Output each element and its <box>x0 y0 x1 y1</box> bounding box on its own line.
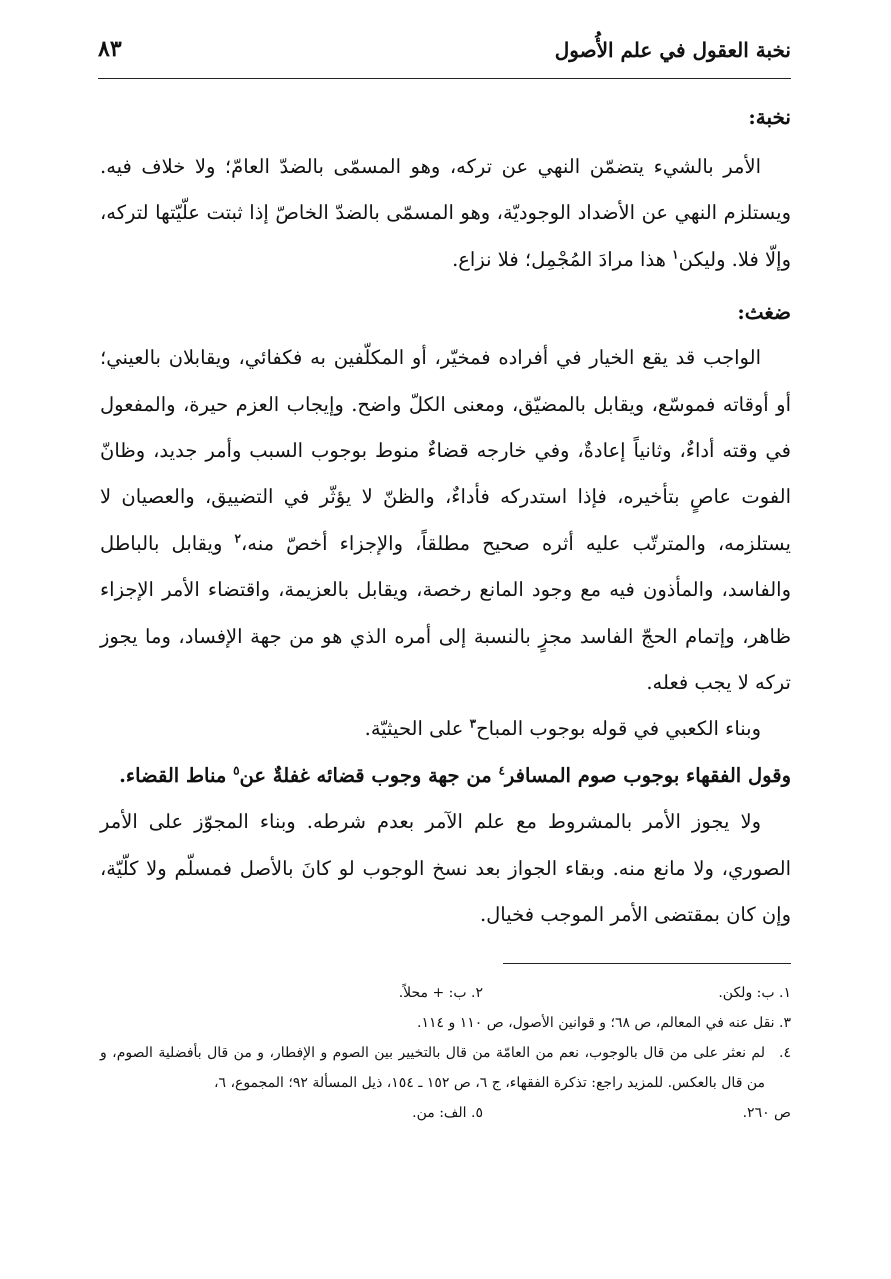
section-heading-daghth: ضغث: <box>737 300 791 325</box>
footnote-5: ٥. الف: من. <box>412 1105 483 1121</box>
footnotes <box>100 978 791 1128</box>
paragraph-text: من جهة وجوب قضائه غفلةٌ عن <box>239 763 492 787</box>
footnote-number: ٤. <box>779 1045 791 1061</box>
paragraph-text: مناط القضاء. <box>119 763 227 787</box>
footnote-row <box>100 1098 791 1128</box>
paragraph <box>100 753 791 799</box>
main-text <box>100 100 791 939</box>
paragraph <box>100 144 791 283</box>
footnote-marker[interactable]: ٤ <box>498 763 505 778</box>
paragraph-text: هذا مرادَ المُجْمِل؛ فلا نزاع. <box>452 247 666 271</box>
footnote-marker[interactable]: ٢ <box>234 531 241 546</box>
running-header <box>98 34 791 79</box>
paragraph <box>100 706 791 752</box>
paragraph-text: وقول الفقهاء بوجوب صوم المسافر <box>504 763 791 787</box>
paragraph-text: الأمر بالشيء يتضمّن النهي عن تركه، وهو المسمّى بالضدّ العامّ؛ ولا خلاف فيه. ويستلزم النهي عن الأضداد الوجوديّة، وهو المسمّى بالضدّ الخاصّ إذا ثبتت علّيّتها لتركه، وإلّا فلا. وليكن <box>100 155 791 271</box>
footnote-3: ٣. نقل عنه في المعالم، ص ٦٨؛ و قوانين الأصول، ص ١١٠ و ١١٤. <box>417 1015 791 1031</box>
footnote-row <box>100 978 791 1008</box>
paragraph-text: على الحيثيّة. <box>364 717 464 741</box>
footnote-marker[interactable]: ٣ <box>469 716 477 731</box>
footnote-marker[interactable]: ١ <box>672 247 679 262</box>
footnote-marker[interactable]: ٥ <box>233 763 240 778</box>
page-number: ٨٣ <box>98 36 122 62</box>
paragraph-text: وبناء الكعبي في قوله بوجوب المباح <box>476 717 761 741</box>
footnote-4 <box>100 1038 791 1098</box>
paragraph-text: ويقابل بالباطل والفاسد، والمأذون فيه مع وجود المانع رخصة، ويقابل بالعزيمة، واقتضاء الأمر الإجزاء ظاهر، وإتمام الحجّ الفاسد مجزٍ بالنسبة إلى أمره الذي هو من جهة الإفساد، وما يجوز تركه لا يجب فعله. <box>100 531 791 695</box>
paragraph <box>100 799 791 938</box>
paragraph-text: ولا يجوز الأمر بالمشروط مع علم الآمر بعدم شرطه. وبناء المجوّز على الأمر الصوري، ولا مانع منه. وبقاء الجواز بعد نسخ الوجوب لو كانَ بالأصل فمسلّم ولا كلّيّة، وإن كان بمقتضى الأمر الموجب فخيال. <box>100 810 791 927</box>
footnote-text: لم نعثر على من قال بالوجوب، نعم من العامّة من قال بالتخيير بين الصوم و الإفطار، و من قال بأفضلية الصوم، و من قال بالعكس. للمزيد راجع: تذكرة الفقهاء، ج ٦، ص ١٥٢ ـ ١٥٤، ذيل المسألة ٩٢؛ المجموع، ٦، <box>100 1045 765 1091</box>
footnote-2: ٢. ب: + محلاً. <box>398 985 483 1001</box>
footnote-4-tail: ص ٢٦٠. <box>742 1105 791 1121</box>
section-heading-nukhba: نخبة: <box>748 105 791 129</box>
footnote-separator <box>503 963 791 964</box>
paragraph <box>100 335 791 706</box>
running-title: نخبة العقول في علم الأُصول <box>554 38 791 62</box>
footnote-1: ١. ب: ولكن. <box>718 985 791 1001</box>
paragraph-text: الواجب قد يقع الخيار في أفراده فمخيّر، أو المكلّفين به فكفائي، ويقابلان بالعيني؛ أو أوقاته فموسّع، ويقابل بالمضيّق، ومعنى الكلّ واضح. وإيجاب العزم حيرة، والمفعول في وقته أداءٌ، وثانياً إعادةٌ، وفي خارجه قضاءٌ منوط بوجوب السبب وأمر جديد، وظانّ الفوت عاصٍ بتأخيره، فإذا استدركه فأداءٌ، والظنّ لا يؤثّر في التضييق، والعصيان لا يستلزمه، والمترتّب عليه أثره صحيح مطلقاً، والإجزاء أخصّ منه، <box>100 346 791 555</box>
